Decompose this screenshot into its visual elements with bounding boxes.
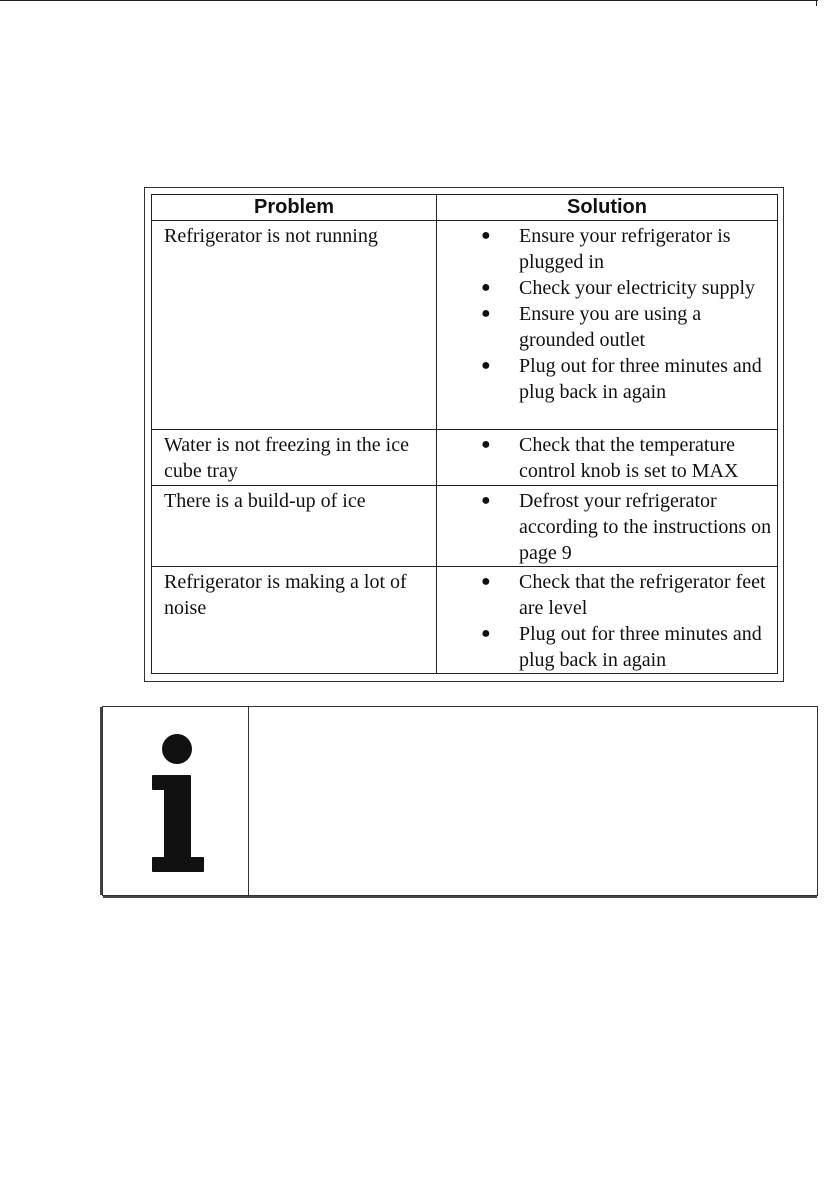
troubleshooting-table: [151, 194, 778, 674]
info-box-shadow-left: [100, 707, 102, 895]
problem-cell: Refrigerator is making a lot of noise: [152, 567, 437, 674]
bullet-icon: ●: [481, 625, 491, 642]
solution-item: ● Plug out for three minutes and plug back in again: [481, 623, 762, 671]
solution-cell: [437, 486, 778, 567]
problem-cell: Refrigerator is not running: [152, 221, 437, 430]
info-box: [102, 706, 818, 896]
header-rule-end: [816, 0, 817, 6]
table-header-row: [152, 195, 778, 221]
solution-item: ● Check that the refrigerator feet are level: [481, 571, 766, 619]
table-row: [152, 221, 778, 430]
problem-cell: There is a build-up of ice: [152, 486, 437, 567]
bullet-icon: ●: [481, 573, 491, 590]
bullet-icon: ●: [481, 357, 491, 374]
table-row: [152, 567, 778, 674]
problem-cell: Water is not freezing in the ice cube tray: [152, 430, 437, 486]
info-box-shadow-bottom: [103, 896, 817, 898]
bullet-icon: ●: [481, 492, 491, 509]
solution-item: ● Check your electricity supply: [481, 277, 756, 299]
solution-item: ● Plug out for three minutes and plug back in again: [481, 355, 762, 403]
solution-cell: [437, 430, 778, 486]
solution-cell: [437, 221, 778, 430]
info-icon: [147, 733, 207, 875]
solution-item: ● Ensure you are using a grounded outlet: [481, 303, 702, 351]
solution-item: ● Ensure your refrigerator is plugged in: [481, 225, 731, 273]
table-row: [152, 486, 778, 567]
bullet-icon: ●: [481, 436, 491, 453]
bullet-icon: ●: [481, 227, 491, 244]
solution-item: ● Check that the temperature control knob is set to MAX: [481, 434, 739, 482]
bullet-icon: ●: [481, 305, 491, 322]
problem-header: Problem: [152, 195, 437, 221]
table-row: [152, 430, 778, 486]
header-rule: [0, 0, 818, 1]
solution-header: Solution: [437, 195, 778, 221]
solution-item: ● Defrost your refrigerator according to the instructions on page 9: [481, 490, 772, 564]
bullet-icon: ●: [481, 279, 491, 296]
info-box-divider: [248, 707, 249, 895]
solution-cell: [437, 567, 778, 674]
